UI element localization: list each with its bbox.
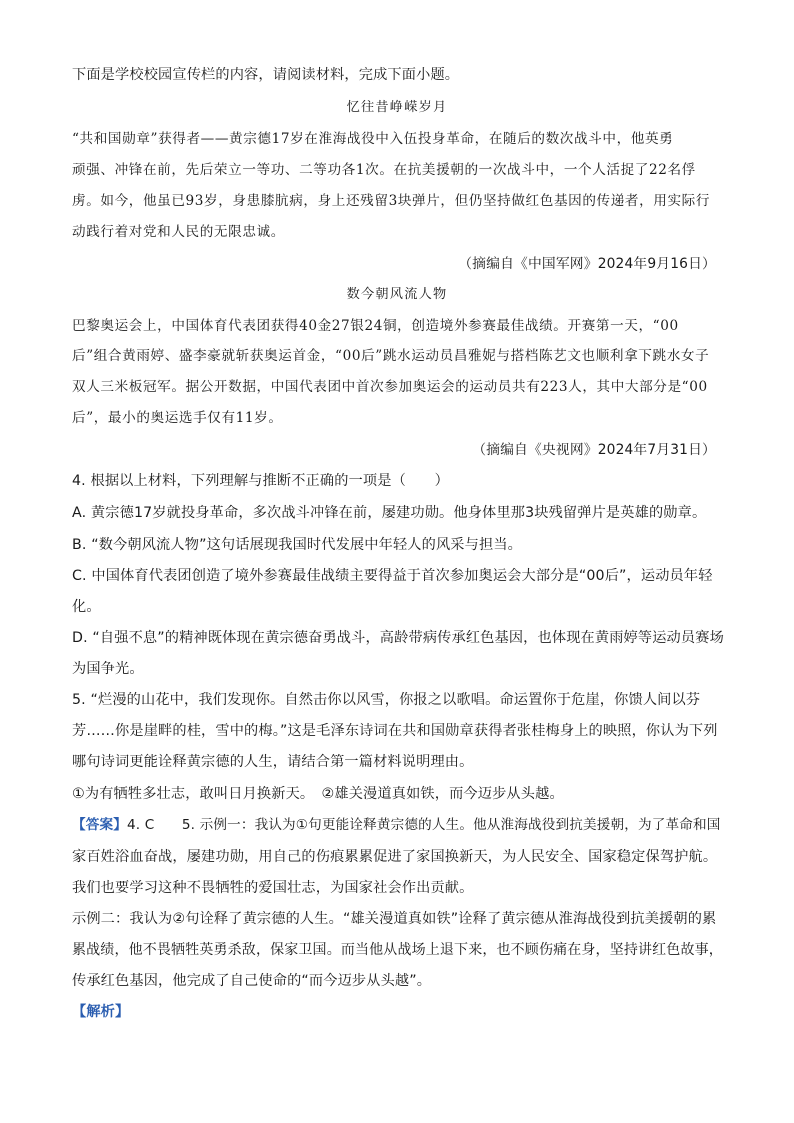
answer-line: 家百姓浴血奋战，屡建功勋，用自己的伤痕累累促进了家国换新天，为人民安全、国家稳定保驾护航。 — [72, 849, 718, 865]
answer-line: 累战绩，他不畏牺牲英勇杀敌，保家卫国。而当他从战场上退下来，也不顾伤痛在身，坚持讲红色故事， — [72, 942, 723, 958]
intro-text: 下面是学校校园宣传栏的内容，请阅读材料，完成下面小题。 — [72, 67, 460, 83]
answer-label: 【答案】 — [72, 817, 127, 833]
material2-line: 后”，最小的奥运选手仅有11岁。 — [72, 410, 283, 426]
answer-line: 示例二：我认为②句诠释了黄宗德的人生。“雄关漫道真如铁”诠释了黄宗德从淮海战役到抗美援朝的累 — [72, 911, 717, 927]
question4-option-b: B. “数今朝风流人物”这句话展现我国时代发展中年轻人的风采与担当。 — [72, 537, 522, 553]
question5-choices: ①为有牺牲多壮志，敢叫日月换新天。 ②雄关漫道真如铁，而今迈步从头越。 — [72, 786, 564, 802]
material2-source: （摘编自《央视网》2024年7月31日） — [472, 442, 716, 458]
answer-first-text: 4. C 5. 示例一：我认为①句更能诠释黄宗德的人生。他从淮海战役到抗美援朝，为了革命和国 — [126, 817, 721, 833]
question5-line: 5. “烂漫的山花中，我们发现你。自然击你以风雪，你报之以歌唱。命运置你于危崖，你馈人间以芬 — [72, 692, 701, 708]
question4-option-c: C. 中国体育代表团创造了境外参赛最佳战绩主要得益于首次参加奥运会大部分是“00后”，运动员年轻 — [72, 568, 713, 584]
question4-option-c-cont: 化。 — [72, 599, 101, 615]
question5-line: 哪句诗词更能诠释黄宗德的人生，请结合第一篇材料说明理由。 — [72, 754, 474, 770]
question4-stem: 4. 根据以上材料，下列理解与推断不正确的一项是（ ） — [72, 473, 449, 489]
question4-option-d: D. “自强不息”的精神既体现在黄宗德奋勇战斗，高龄带病传承红色基因，也体现在黄雨婷等运动员赛场 — [72, 630, 724, 646]
material1-title: 忆往昔峥嵘岁月 — [346, 100, 448, 115]
answer-line: 传承红色基因，他完成了自己使命的“而今迈步从头越”。 — [72, 973, 432, 989]
material1-source: （摘编自《中国军网》2024年9月16日） — [458, 256, 716, 272]
analysis-label — [72, 1001, 726, 1023]
material1-line: “共和国勋章”获得者——黄宗德17岁在淮海战役中入伍投身革命，在随后的数次战斗中，他英勇 — [72, 131, 674, 147]
material2-title: 数今朝风流人物 — [346, 287, 448, 302]
material1-line: 顽强、冲锋在前，先后荣立一等功、二等功各1次。在抗美援朝的一次战斗中，一个人活捉了22名俘 — [72, 162, 696, 178]
question4-option-d-cont: 为国争光。 — [72, 661, 144, 677]
material2-line: 双人三米板冠军。据公开数据，中国代表团中首次参加奥运会的运动员共有223人，其中大部分是“00 — [72, 379, 708, 395]
answer-line: 我们也要学习这种不畏牺牲的爱国壮志，为国家社会作出贡献。 — [72, 880, 474, 896]
answer-first-line — [72, 814, 726, 836]
analysis-label-text: 【解析】 — [72, 1004, 130, 1020]
material1-line: 虏。如今，他虽已93岁，身患膝肮病，身上还残留3块弹片，但仍坚持做红色基因的传递者，用实际行 — [72, 193, 711, 209]
material1-line: 动践行着对党和人民的无限忠诚。 — [72, 224, 285, 240]
material2-line: 巴黎奥运会上，中国体育代表团获得40金27银24铜，创造境外参赛最佳战绩。开赛第一天，“00 — [72, 318, 679, 334]
question5-line: 芳……你是崖畔的桂，雪中的梅。”这是毛泽东诗词在共和国勋章获得者张桂梅身上的映照，你认为下列 — [72, 723, 718, 739]
question4-option-a: A. 黄宗德17岁就投身革命，多次战斗冲锋在前，屡建功勋。他身体里那3块残留弹片是英雄的勋章。 — [72, 505, 707, 521]
material2-line: 后”组合黄雨婷、盛李豪就斩获奥运首金，“00后”跳水运动员昌雅妮与搭档陈艺文也顺利拿下跳水女子 — [72, 348, 710, 364]
